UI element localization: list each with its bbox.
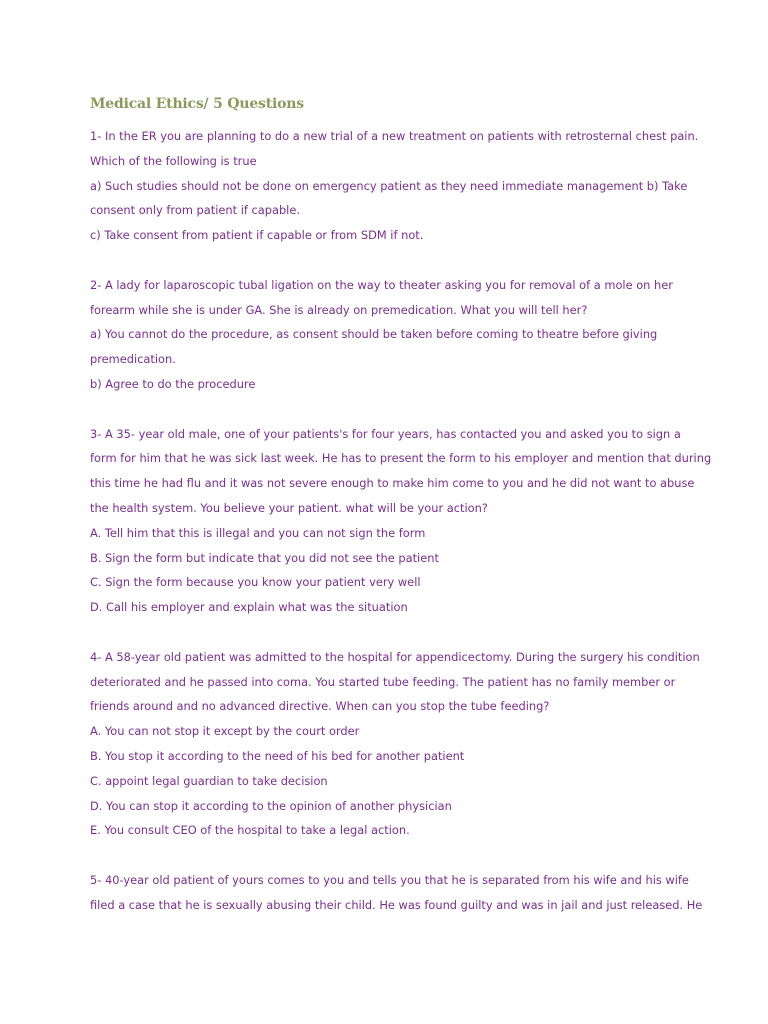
text-line: B. You stop it according to the need of his bed for another patient bbox=[90, 748, 465, 763]
text-line: 5- 40-year old patient of yours comes to you and tells you that he is separated from his wife and his wife bbox=[90, 872, 689, 887]
text-line: 3- A 35- year old male, one of your patients's for four years, has contacted you and asked you to sign a bbox=[90, 426, 681, 441]
text-line: E. You consult CEO of the hospital to take a legal action. bbox=[90, 823, 410, 838]
text-line: b) Agree to do the procedure bbox=[90, 376, 256, 391]
text-line: the health system. You believe your patient. what will be your action? bbox=[90, 500, 488, 515]
paragraph-gap bbox=[90, 248, 690, 273]
text-line: D. You can stop it according to the opinion of another physician bbox=[90, 798, 452, 813]
text-line: this time he had flu and it was not severe enough to make him come to you and he did not want to abuse bbox=[90, 476, 695, 491]
text-line: C. Sign the form because you know your patient very well bbox=[90, 575, 421, 590]
text-line: 2- A lady for laparoscopic tubal ligation on the way to theater asking you for removal of a mole on her bbox=[90, 277, 673, 292]
text-line: B. Sign the form but indicate that you did not see the patient bbox=[90, 550, 439, 565]
text-line: A. You can not stop it except by the court order bbox=[90, 724, 360, 739]
paragraph-gap bbox=[90, 843, 690, 868]
paragraph-gap bbox=[90, 620, 690, 645]
question-text-block bbox=[90, 124, 712, 918]
text-line: a) You cannot do the procedure, as consent should be taken before coming to theatre before giving bbox=[90, 327, 658, 342]
text-line: filed a case that he is sexually abusing their child. He was found guilty and was in jail and just released. He bbox=[90, 897, 703, 912]
text-line: 4- A 58-year old patient was admitted to the hospital for appendicectomy. During the surgery his condition bbox=[90, 649, 700, 664]
text-line: premedication. bbox=[90, 352, 176, 367]
text-line: A. Tell him that this is illegal and you can not sign the form bbox=[90, 525, 426, 540]
text-line: D. Call his employer and explain what was the situation bbox=[90, 600, 408, 615]
text-line: deteriorated and he passed into coma. You started tube feeding. The patient has no family member or bbox=[90, 674, 676, 689]
text-line: consent only from patient if capable. bbox=[90, 203, 300, 218]
text-line: forearm while she is under GA. She is already on premedication. What you will tell her? bbox=[90, 302, 588, 317]
text-line: a) Such studies should not be done on emergency patient as they need immediate management b) Take bbox=[90, 178, 688, 193]
text-line: Which of the following is true bbox=[90, 153, 257, 168]
document-title: Medical Ethics/ 5 Questions bbox=[90, 96, 304, 112]
text-line: 1- In the ER you are planning to do a new trial of a new treatment on patients with retrosternal chest pain. bbox=[90, 129, 699, 143]
text-line: c) Take consent from patient if capable or from SDM if not. bbox=[90, 228, 424, 243]
text-line: form for him that he was sick last week. He has to present the form to his employer and mention that during bbox=[90, 451, 712, 466]
text-line: friends around and no advanced directive. When can you stop the tube feeding? bbox=[90, 699, 550, 714]
paragraph-gap bbox=[90, 397, 690, 422]
document-content bbox=[90, 94, 712, 918]
text-line: C. appoint legal guardian to take decision bbox=[90, 773, 328, 788]
